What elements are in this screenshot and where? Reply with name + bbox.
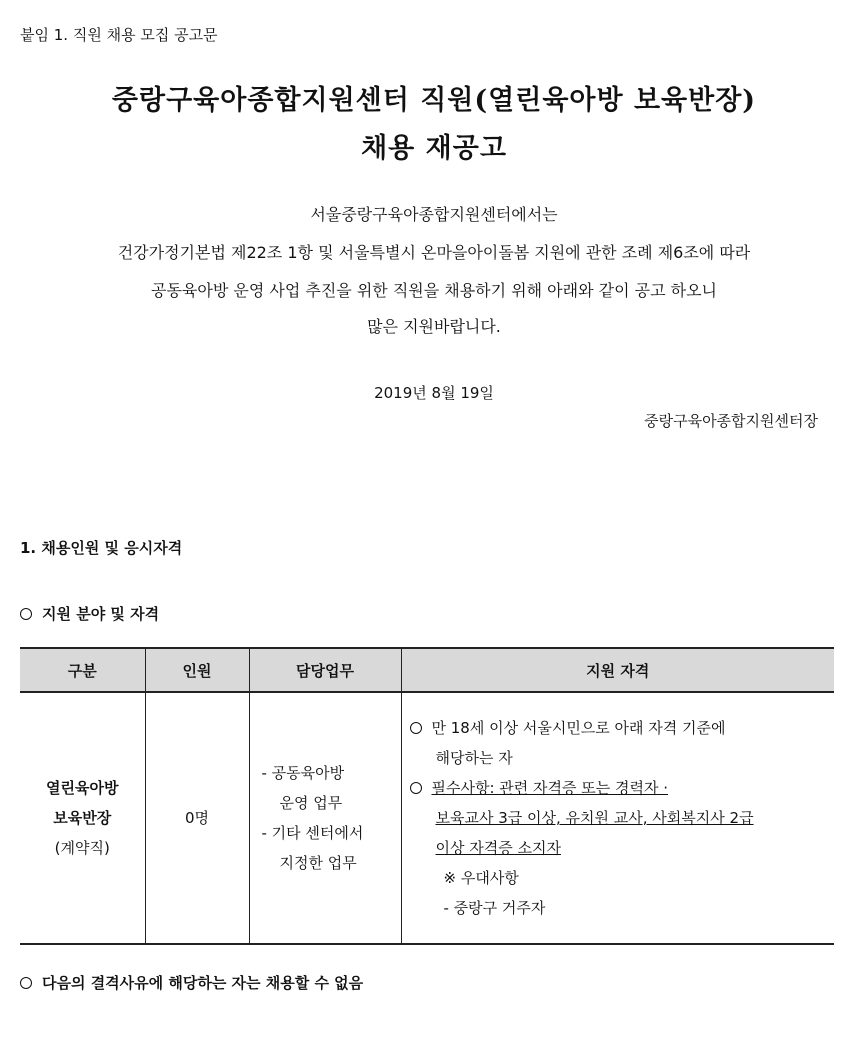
- table-row: [20, 692, 834, 944]
- qual-4: - 중랑구 거주자: [443, 899, 546, 917]
- section-heading: 1. 채용인원 및 응시자격: [20, 539, 183, 557]
- sub-heading-disqualify-text: 다음의 결격사유에 해당하는 자는 채용할 수 없음: [42, 974, 364, 992]
- duty-2b: 지정한 업무: [279, 854, 357, 872]
- duty-1b: 운영 업무: [279, 794, 343, 812]
- header-duty: 담당업무: [249, 648, 401, 692]
- intro-line-3: 공동육아방 운영 사업 추진을 위한 직원을 채용하기 위해 아래와 같이 공고 하오니: [151, 281, 717, 300]
- duty-2a: - 기타 센터에서: [261, 824, 364, 842]
- category-line3: (계약직): [54, 839, 110, 857]
- circle-bullet-icon: [410, 782, 422, 794]
- sub-heading-disqualify: [20, 972, 363, 993]
- circle-bullet-icon: [20, 608, 32, 620]
- header-category: 구분: [20, 648, 145, 692]
- recruitment-table: [20, 647, 834, 945]
- qual-2c: 이상 자격증 소지자: [435, 839, 561, 857]
- qual-1a: 만 18세 이상 서울시민으로 아래 자격 기준에: [431, 719, 726, 737]
- intro-line-4: 많은 지원바랍니다.: [367, 317, 501, 336]
- sub-heading-text: 지원 분야 및 자격: [42, 605, 160, 623]
- count-value: 0명: [184, 809, 210, 827]
- signer: 중랑구육아종합지원센터장: [644, 412, 818, 430]
- header-count: 인원: [145, 648, 249, 692]
- duty-1a: - 공동육아방: [261, 764, 345, 782]
- page-title-line2: 채용 재공고: [361, 133, 507, 164]
- qualification-cell: [401, 692, 834, 944]
- duty-cell: [249, 692, 401, 944]
- qual-item-1: [410, 713, 834, 743]
- qual-item-2: [410, 773, 834, 803]
- qual-2a: 필수사항: 관련 자격증 또는 경력자 ·: [431, 779, 669, 797]
- table-header-row: [20, 648, 834, 692]
- category-line2: 보육반장: [53, 809, 112, 827]
- qual-3: ※ 우대사항: [443, 869, 519, 887]
- qual-1b: 해당하는 자: [435, 749, 513, 767]
- notice-date: 2019년 8월 19일: [374, 384, 494, 402]
- circle-bullet-icon: [410, 722, 422, 734]
- page-title: 중랑구육아종합지원센터 직원(열린육아방 보육반장): [111, 85, 757, 116]
- sub-heading-fields: [20, 603, 159, 624]
- header-qualification: 지원 자격: [401, 648, 834, 692]
- intro-line-2: 건강가정기본법 제22조 1항 및 서울특별시 온마을아이돌봄 지원에 관한 조례 제6조에 따라: [117, 243, 751, 262]
- count-cell: [145, 692, 249, 944]
- category-line1: 열린육아방: [46, 779, 119, 797]
- attachment-label: 붙임 1. 직원 채용 모집 공고문: [20, 26, 218, 44]
- intro-line-1: 서울중랑구육아종합지원센터에서는: [310, 205, 558, 224]
- category-cell: [20, 692, 145, 944]
- circle-bullet-icon: [20, 977, 32, 989]
- qual-2b: 보육교사 3급 이상, 유치원 교사, 사회복지사 2급: [435, 809, 754, 827]
